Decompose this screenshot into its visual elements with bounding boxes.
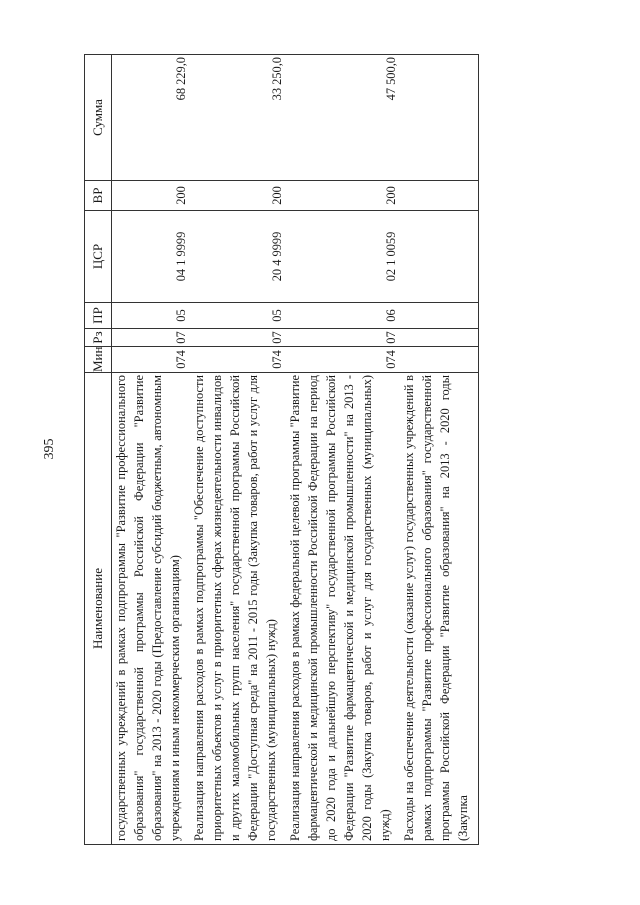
row-rz: 07: [286, 329, 400, 347]
header-name: Наименование: [85, 373, 112, 845]
header-min: Мин: [85, 347, 112, 373]
table-row: [190, 55, 286, 845]
row-rz: 07: [112, 329, 191, 347]
header-pr: ПР: [85, 303, 112, 329]
row-rz: [400, 329, 479, 347]
header-csr: ЦСР: [85, 211, 112, 303]
row-sum: 68 229,0: [112, 55, 191, 181]
row-pr: 05: [112, 303, 191, 329]
page-number: 395: [42, 438, 57, 460]
row-rz: 07: [190, 329, 286, 347]
row-min: 074: [286, 347, 400, 373]
row-csr: 04 1 9999: [112, 211, 191, 303]
row-name: Расходы на обеспечение деятельности (оказание услуг) государственных учреждений в рамках подпрограммы "Развитие профессионального образования" государственной программы Российской Федерации "Развитие образования" на 2013 - 2020 годы (Закупка: [400, 373, 479, 845]
row-sum: [400, 55, 479, 181]
row-sum: 47 500,0: [286, 55, 400, 181]
row-csr: 20 4 9999: [190, 211, 286, 303]
row-csr: [400, 211, 479, 303]
header-rz: Рз: [85, 329, 112, 347]
row-name: Реализация направления расходов в рамках федеральной целевой программы "Развитие фармацевтической и медицинской промышленности Российской Федерации на период до 2020 года и дальнейшую перспективу" государственной программы Российской Федерации "Развитие фармацевтической и медицинской промышленности" на 2013 - 2020 годы (Закупка товаров, работ и услуг для государственных (муниципальных) нужд): [286, 373, 400, 845]
header-vr: ВР: [85, 181, 112, 211]
row-min: [400, 347, 479, 373]
row-pr: [400, 303, 479, 329]
row-vr: 200: [286, 181, 400, 211]
row-name: Реализация направления расходов в рамках подпрограммы "Обеспечение доступности приоритетных объектов и услуг в приоритетных сферах жизнедеятельности инвалидов и других маломобильных групп населения" государственной программы Российской Федерации "Доступная среда" на 2011 - 2015 годы (Закупка товаров, работ и услуг для государственных (муниципальных) нужд): [190, 373, 286, 845]
row-csr: 02 1 0059: [286, 211, 400, 303]
table-header: [85, 55, 112, 845]
table-row: [400, 55, 479, 845]
row-min: 074: [190, 347, 286, 373]
row-sum: 33 250,0: [190, 55, 286, 181]
table-row: [286, 55, 400, 845]
budget-table: [84, 54, 479, 845]
row-vr: 200: [190, 181, 286, 211]
header-sum: Сумма: [85, 55, 112, 181]
rotated-page: [84, 55, 596, 845]
row-min: 074: [112, 347, 191, 373]
row-pr: 05: [190, 303, 286, 329]
row-name: государственных учреждений в рамках подпрограммы "Развитие профессионального образования" государственной программы Российской Федерации "Развитие образования" на 2013 - 2020 годы (Предоставление субсидий бюджетным, автономным учреждениям и иным некоммерческим организациям): [112, 373, 191, 845]
row-pr: 06: [286, 303, 400, 329]
row-vr: [400, 181, 479, 211]
table-row: [112, 55, 191, 845]
row-vr: 200: [112, 181, 191, 211]
